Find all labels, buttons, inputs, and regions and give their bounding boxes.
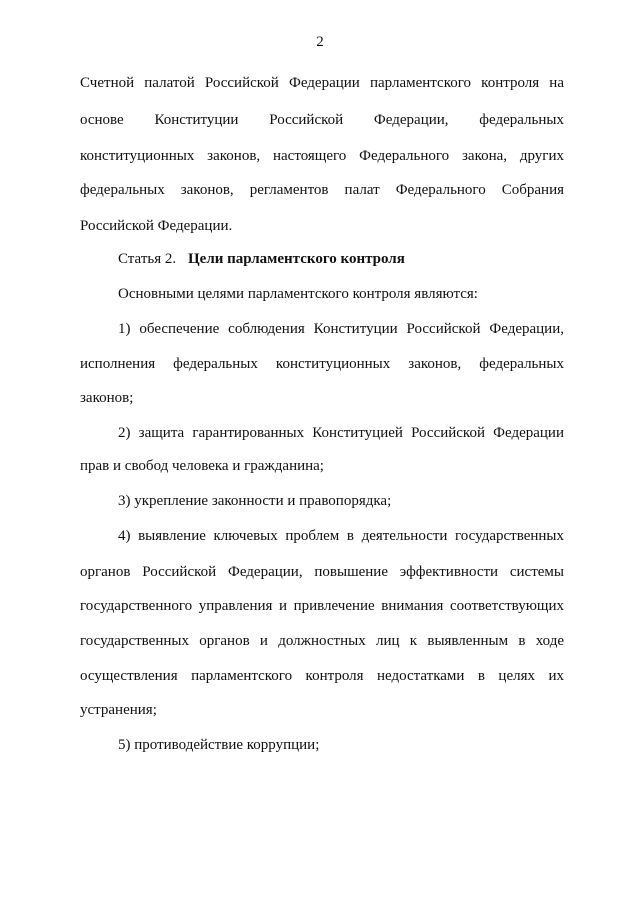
text-line: государственного управления и привлечение внимания соответствующих — [80, 598, 564, 614]
text-line: органов Российской Федерации, повышение эффективности системы — [80, 564, 564, 580]
text-line: исполнения федеральных конституционных законов, федеральных — [80, 356, 564, 372]
text-line: основе Конституции Российской Федерации, федеральных — [80, 112, 564, 128]
text-line: 4) выявление ключевых проблем в деятельности государственных — [118, 528, 564, 544]
article-title: Цели парламентского контроля — [188, 251, 405, 267]
text-line: 3) укрепление законности и правопорядка; — [118, 493, 392, 509]
text-line: 5) противодействие коррупции; — [118, 737, 320, 753]
article-number: Статья 2. — [118, 251, 177, 267]
text-line: федеральных законов, регламентов палат Федерального Собрания — [80, 182, 564, 198]
text-line: государственных органов и должностных лиц к выявленным в ходе — [80, 633, 564, 649]
text-line: Российской Федерации. — [80, 218, 233, 234]
text-line: устранения; — [80, 702, 157, 718]
text-line: осуществления парламентского контроля недостатками в целях их — [80, 668, 564, 684]
text-line: 1) обеспечение соблюдения Конституции Российской Федерации, — [118, 321, 564, 337]
text-line: Основными целями парламентского контроля являются: — [118, 286, 478, 302]
text-line: 2) защита гарантированных Конституцией Российской Федерации — [118, 425, 564, 441]
text-line: конституционных законов, настоящего Федерального закона, других — [80, 148, 564, 164]
article-heading — [118, 249, 405, 269]
text-line: законов; — [80, 390, 134, 406]
text-line: Счетной палатой Российской Федерации парламентского контроля на — [80, 75, 564, 91]
page-number: 2 — [316, 34, 324, 50]
text-line: прав и свобод человека и гражданина; — [80, 458, 324, 474]
